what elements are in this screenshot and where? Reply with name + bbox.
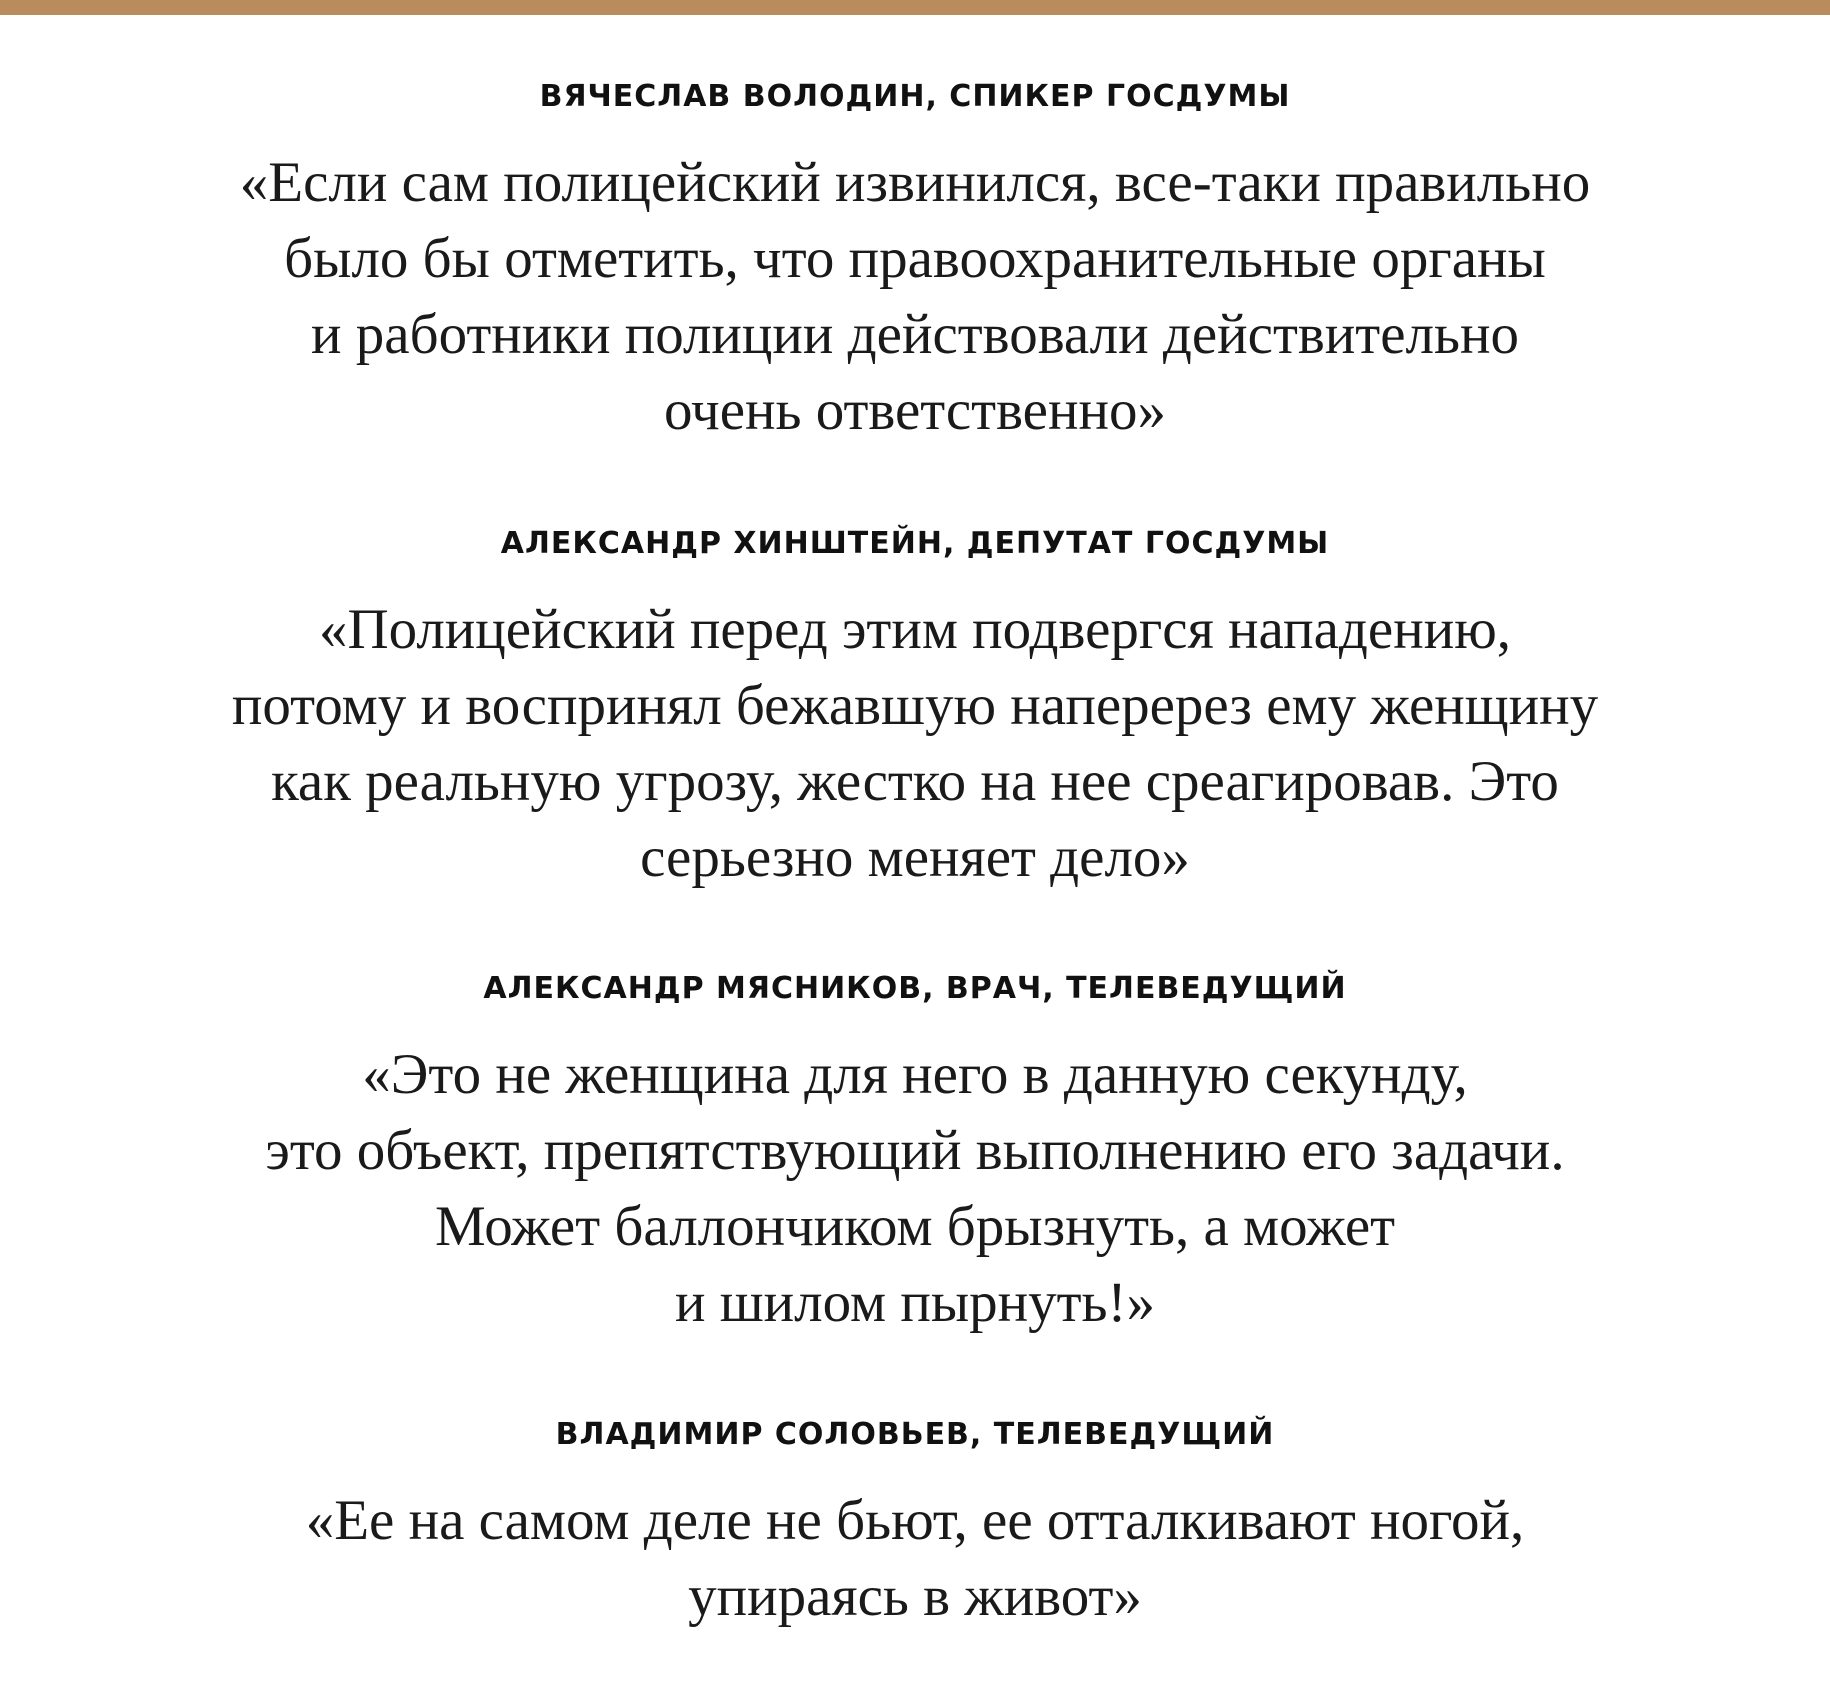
quote-block-myasnikov [0, 969, 1830, 1341]
quote-speaker: АЛЕКСАНДР ХИНШТЕЙН, ДЕПУТАТ ГОСДУМЫ [500, 526, 1330, 561]
quote-line: потому и воспринял бежавшую наперерез ему женщину [231, 674, 1599, 737]
top-accent-rule [0, 0, 1830, 15]
quote-block-volodin [0, 77, 1830, 449]
quote-line: как реальную угрозу, жестко на нее среагировав. Это [271, 750, 1559, 813]
quote-line: это объект, препятствующий выполнению его задачи. [265, 1119, 1565, 1182]
quote-line: Может баллончиком брызнуть, а может [434, 1195, 1396, 1258]
quote-speaker: ВЯЧЕСЛАВ ВОЛОДИН, СПИКЕР ГОСДУМЫ [539, 79, 1291, 114]
quote-line: и работники полиции действовали действительно [311, 303, 1519, 366]
quote-line: серьезно меняет дело» [640, 826, 1190, 889]
quote-line: и шилом пырнуть!» [674, 1271, 1156, 1334]
quote-line: «Ее на самом деле не бьют, ее отталкивают ногой, [305, 1489, 1525, 1552]
quote-speaker: АЛЕКСАНДР МЯСНИКОВ, ВРАЧ, ТЕЛЕВЕДУЩИЙ [483, 971, 1347, 1006]
quote-block-solovyev [0, 1415, 1830, 1635]
quote-line: было бы отметить, что правоохранительные органы [284, 227, 1546, 290]
quote-block-khinshtein [0, 524, 1830, 896]
quote-line: «Полицейский перед этим подвергся нападению, [318, 598, 1512, 661]
quote-line: «Если сам полицейский извинился, все-таки правильно [239, 151, 1591, 214]
quote-line: упираясь в живот» [688, 1565, 1142, 1628]
quote-line: очень ответственно» [664, 379, 1166, 442]
quote-line: «Это не женщина для него в данную секунду, [362, 1043, 1468, 1106]
quote-speaker: ВЛАДИМИР СОЛОВЬЕВ, ТЕЛЕВЕДУЩИЙ [555, 1417, 1275, 1452]
